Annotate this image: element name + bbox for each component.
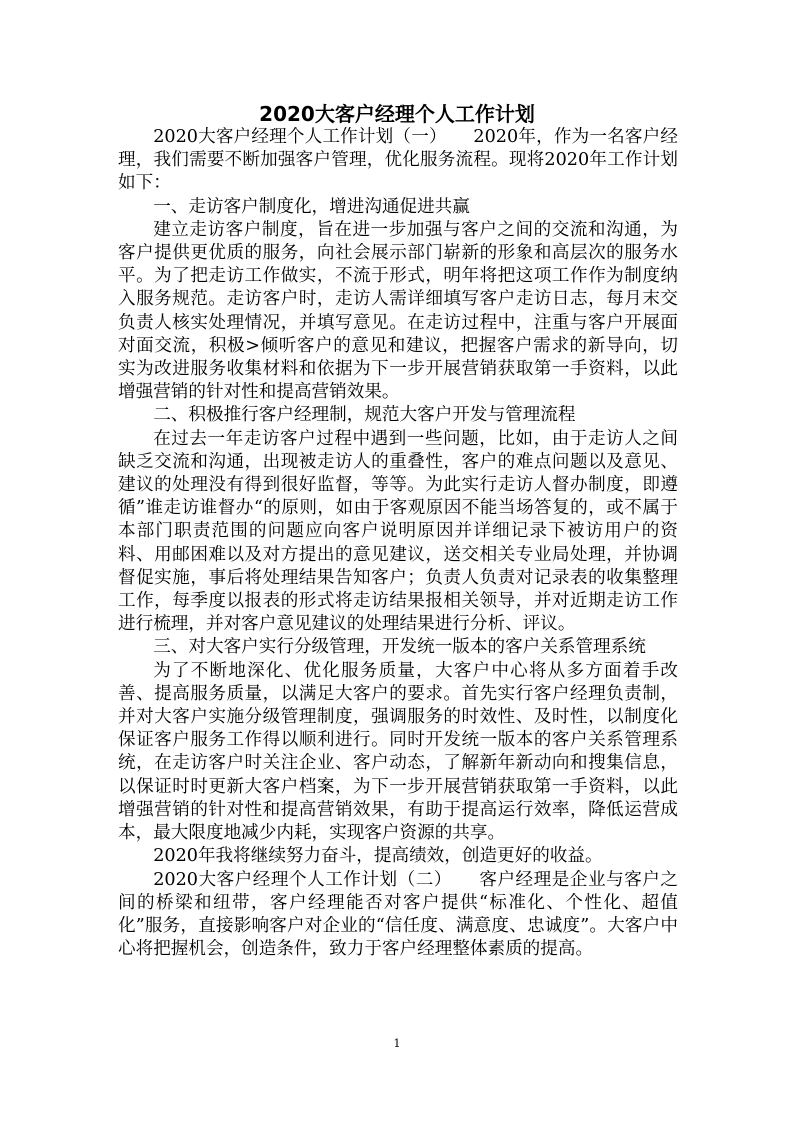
paragraph-intro: 2020大客户经理个人工作计划（一） 2020年，作为一名客户经理，我们需要不断加强客户管理，优化服务流程。现将2020年工作计划如下： — [118, 127, 678, 194]
section-heading-1: 一、走访客户制度化，增进沟通促进共赢 — [153, 196, 470, 217]
paragraph-section-3: 为了不断地深化、优化服务质量，大客户中心将从多方面着手改善、提高服务质量，以满足大客户的要求。首先实行客户经理负责制，并对大客户实施分级管理制度，强调服务的时效性、及时性，以制度化保证客户服务工作得以顺利进行。同时开发统一版本的客户关系管理系统，在走访客户时关注企业、客户动态，了解新年新动向和搜集信息，以保证时时更新大客户档案，为下一步开展营销获取第一手资料，以此增强营销的针对性和提高营销效果，有助于提高运行效率，降低运营成本，最大限度地减少内耗，实现客户资源的共享。 — [118, 660, 678, 844]
document-body — [118, 126, 678, 961]
paragraph-section-1: 建立走访客户制度，旨在进一步加强与客户之间的交流和沟通，为客户提供更优质的服务，向社会展示部门崭新的形象和高层次的服务水平。为了把走访工作做实，不流于形式，明年将把这项工作作为制度纳入服务规范。走访客户时，走访人需详细填写客户走访日志，每月末交负责人核实处理情况，并填写意见。在走访过程中，注重与客户开展面对面交流，积极>倾听客户的意见和建议，把握客户需求的新导向，切实为改进服务收集材料和依据为下一步开展营销获取第一手资料，以此增强营销的针对性和提高营销效果。 — [118, 219, 678, 403]
paragraph-plan-two: 2020大客户经理个人工作计划（二） 客户经理是企业与客户之间的桥梁和纽带，客户经理能否对客户提供“标准化、个性化、超值化”服务，直接影响客户对企业的“信任度、满意度、忠诚度”。大客户中心将把握机会，创造条件，致力于客户经理整体素质的提高。 — [118, 869, 678, 960]
section-heading-2: 二、积极推行客户经理制，规范大客户开发与管理流程 — [153, 405, 576, 426]
section-heading-3: 三、对大客户实行分级管理，开发统一版本的客户关系管理系统 — [153, 637, 646, 658]
paragraph-section-2: 在过去一年走访客户过程中遇到一些问题，比如，由于走访人之间缺乏交流和沟通，出现被走访人的重叠性，客户的难点问题以及意见、建议的处理没有得到很好监督，等等。为此实行走访人督办制度，即遵循”谁走访谁督办“的原则，如由于客观原因不能当场答复的，或不属于本部门职责范围的问题应向客户说明原因并详细记录下被访用户的资料、用邮困难以及对方提出的意见建议，送交相关专业局处理，并协调督促实施，事后将处理结果告知客户；负责人负责对记录表的收集整理工作，每季度以报表的形式将走访结果报相关领导，并对近期走访工作进行梳理，并对客户意见建议的处理结果进行分析、评议。 — [118, 428, 678, 635]
document-title: 2020大客户经理个人工作计划 — [259, 102, 535, 126]
page-number: 1 — [393, 1037, 401, 1050]
paragraph-closing: 2020年我将继续努力奋斗，提高绩效，创造更好的收益。 — [153, 846, 603, 867]
